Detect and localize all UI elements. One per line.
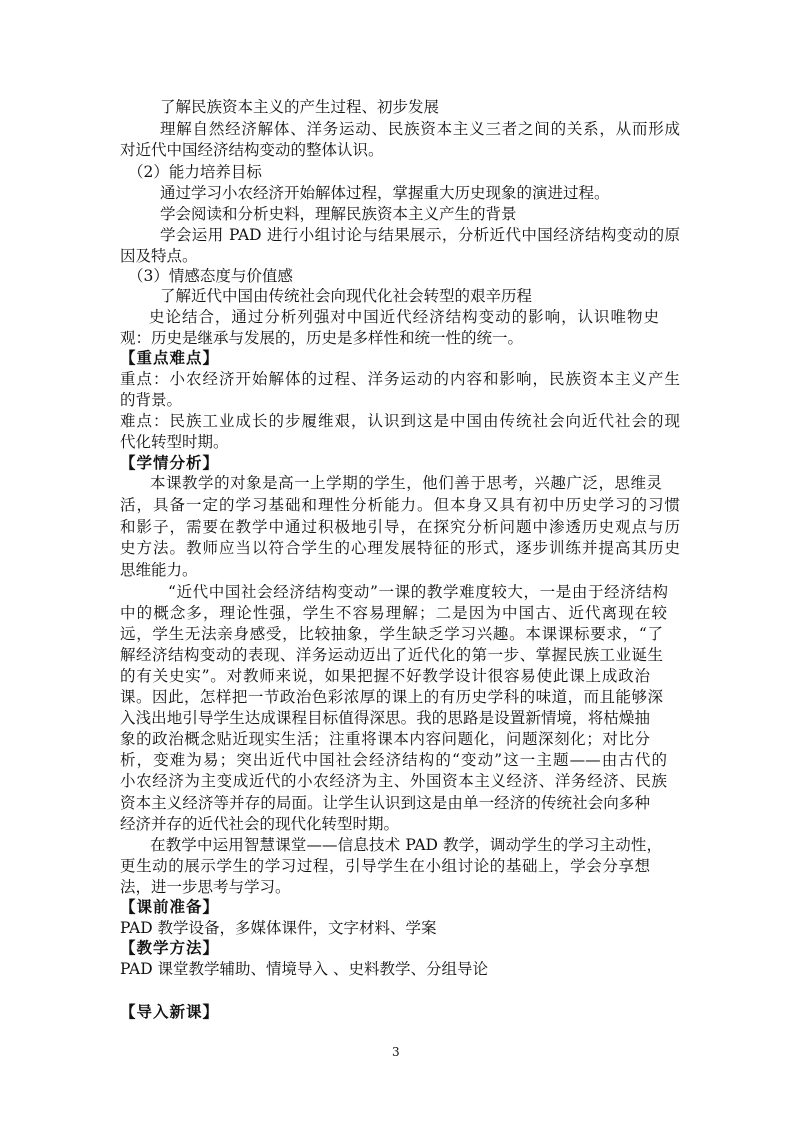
text-line: 象的政治概念贴近现实生活；注重将课本内容问题化，问题深刻化；对比分 (120, 730, 650, 748)
text-line: 法，进一步思考与学习。 (120, 878, 291, 896)
section-heading: 【重点难点】 (120, 348, 220, 367)
section-heading: 【教学方法】 (120, 938, 220, 957)
text-line: 资本主义经济等并存的局面。让学生认识到这是由单一经济的传统社会向多种 (120, 794, 650, 812)
text-line: “近代中国社会经济结构变动”一课的教学难度较大，一是由于经济结构 (168, 583, 668, 601)
text-line: 代化转型时期。 (120, 433, 229, 451)
section-heading: 【学情分析】 (120, 453, 220, 472)
section-heading: 【导入新课】 (120, 1002, 220, 1021)
text-line: 思维能力。 (120, 561, 198, 579)
text-line: 更生动的展示学生的学习过程，引导学生在小组讨论的基础上，学会分享想 (120, 857, 650, 875)
text-line: 活，具备一定的学习基础和理性分析能力。但本身又具有初中历史学习的习惯 (120, 496, 680, 514)
text-line: PAD 课堂教学辅助、情境导入 、史料教学、分组导论 (120, 960, 488, 978)
text-line: 学会阅读和分析史料，理解民族资本主义产生的背景 (160, 205, 517, 223)
text-line: 学会运用 PAD 进行小组讨论与结果展示，分析近代中国经济结构变动的原 (160, 226, 680, 244)
text-line: 通过学习小农经济开始解体过程，掌握重大历史现象的演进过程。 (160, 184, 610, 202)
text-line: 和影子，需要在教学中通过积极地引导，在探究分析问题中渗透历史观点与历 (120, 518, 680, 536)
text-line: 小农经济为主变成近代的小农经济为主、外国资本主义经济、洋务经济、民族 (120, 772, 667, 790)
text-line: 了解近代中国由传统社会向现代化社会转型的艰辛历程 (160, 287, 533, 305)
text-line: 析，变难为易；突出近代中国社会经济结构的“变动”这一主题——由古代的 (120, 751, 667, 769)
text-line: PAD 教学设备，多媒体课件，文字材料、学案 (120, 919, 437, 937)
section-heading: 【课前准备】 (120, 897, 220, 916)
text-line: 史论结合，通过分析列强对中国近代经济结构变动的影响，认识唯物史 (149, 308, 659, 326)
text-line: 课。因此，怎样把一节政治色彩浓厚的课上的有历史学科的味道，而且能够深 (120, 688, 663, 706)
text-line: 观：历史是继承与发展的，历史是多样性和统一性的统一。 (120, 329, 524, 347)
text-line: 解经济结构变动的表现、洋务运动迈出了近代化的第一步、掌握民族工业诞生 (120, 646, 663, 664)
text-line: 理解自然经济解体、洋务运动、民族资本主义三者之间的关系，从而形成 (160, 120, 680, 138)
text-line: 在教学中运用智慧课堂——信息技术 PAD 教学，调动学生的学习主动性， (150, 836, 662, 854)
page-number: 3 (392, 1045, 400, 1059)
text-line: 远，学生无法亲身感受，比较抽象，学生缺乏学习兴趣。本课课标要求，“了 (120, 625, 663, 643)
subsection-heading: （2）能力培养目标 (128, 163, 262, 181)
text-line: 的背景。 (120, 391, 183, 409)
text-line: 史方法。教师应当以符合学生的心理发展特征的形式，逐步训练并提高其历史 (120, 539, 680, 557)
text-line: 经济并存的近代社会的现代化转型时期。 (120, 815, 400, 833)
text-line: 入浅出地引导学生达成课程目标值得深思。我的思路是设置新情境，将枯燥抽 (120, 709, 650, 727)
text-line: 的有关史实”。对教师来说，如果把握不好教学设计很容易使此课上成政治 (120, 667, 650, 685)
text-line: 了解民族资本主义的产生过程、初步发展 (160, 98, 440, 116)
text-line: 对近代中国经济结构变动的整体认识。 (120, 141, 384, 159)
text-line: 重点：小农经济开始解体的过程、洋务运动的内容和影响，民族资本主义产生 (120, 370, 680, 388)
text-line: 中的概念多，理论性强，学生不容易理解；二是因为中国古、近代离现在较 (120, 604, 667, 622)
text-line: 本课教学的对象是高一上学期的学生，他们善于思考，兴趣广泛，思维灵 (150, 474, 662, 492)
subsection-heading: （3）情感态度与价值感 (128, 267, 293, 285)
text-line: 难点：民族工业成长的步履维艰，认识到这是中国由传统社会向近代社会的现 (120, 412, 680, 430)
text-line: 因及特点。 (120, 247, 198, 265)
